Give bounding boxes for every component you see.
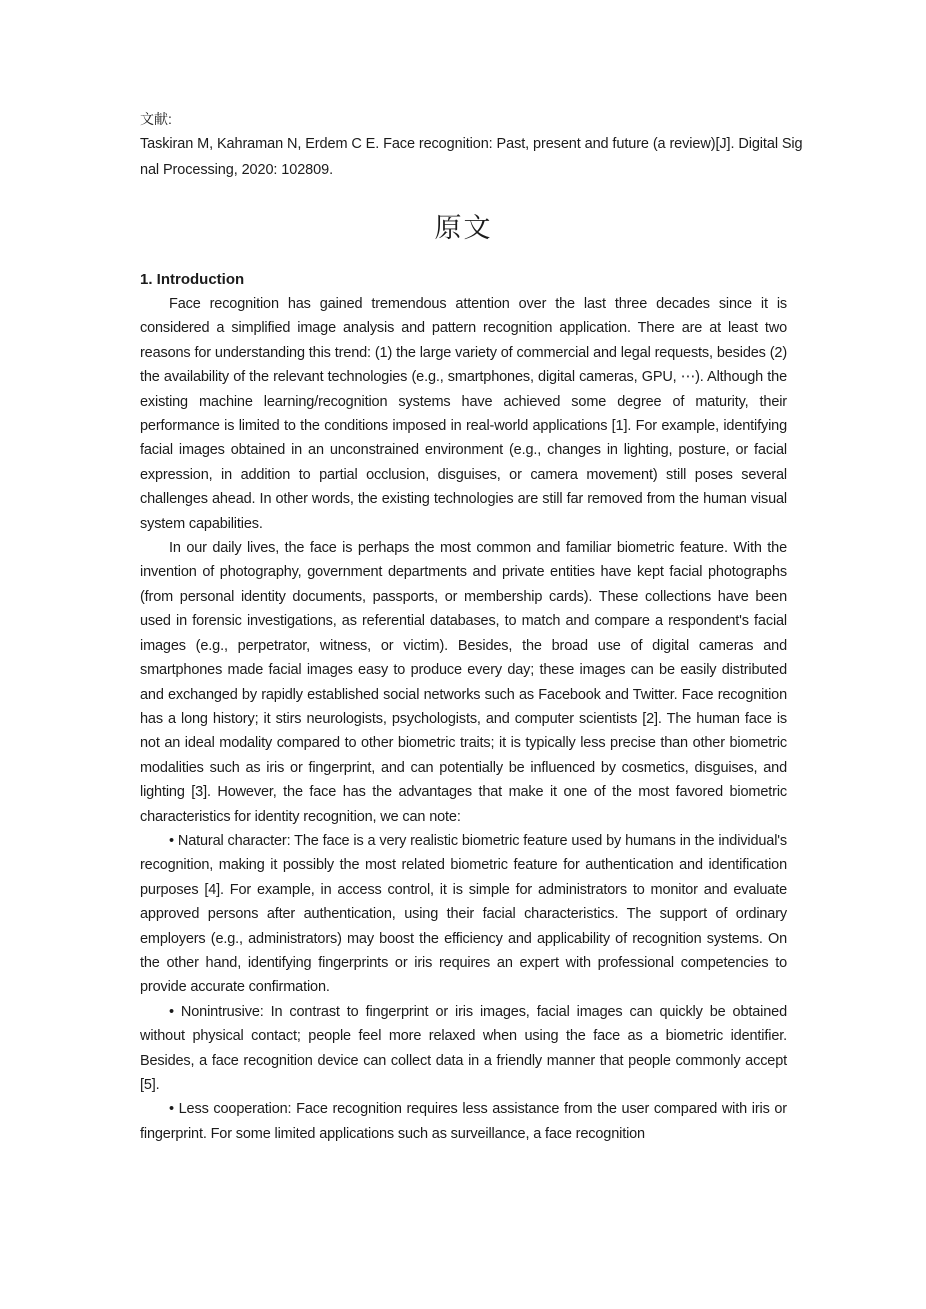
citation-line: nal Processing, 2020: 102809. xyxy=(140,161,333,178)
section-heading: 1. Introduction xyxy=(140,271,245,288)
citation xyxy=(140,132,803,183)
paragraph: In our daily lives, the face is perhaps the most common and familiar biometric feature. With the invention of photography, government departments and private entities have kept facial photographs (from personal identity documents, passports, or membership cards). These collections have been used in forensic investigations, as referential databases, to match and compare a respondent's facial images (e.g., perpetrator, witness, or victim). Besides, the broad use of digital cameras and smartphones made facial images easy to produce every day; these images can be easily distributed and exchanged by rapidly established social networks such as Facebook and Twitter. Face recognition has a long history; it stirs neurologists, psychologists, and computer scientists [2]. The human face is not an ideal modality compared to other biometric traits; it is typically less precise than other biometric modalities such as iris or fingerprint, and can potentially be influenced by cosmetics, disguises, and lighting [3]. However, the face has the advantages that make it one of the most favored biometric characteristics for identity recognition, we can note: xyxy=(140,540,787,825)
document-title: 原文 xyxy=(434,213,493,243)
citation-line: Taskiran M, Kahraman N, Erdem C E. Face recognition: Past, present and future (a review)[J]. Digital Sig xyxy=(140,136,803,152)
bullet-paragraph: • Less cooperation: Face recognition requires less assistance from the user compared with iris or fingerprint. For some limited applications such as surveillance, a face recognition xyxy=(140,1101,787,1142)
bullet-paragraph: • Natural character: The face is a very realistic biometric feature used by humans in the individual's recognition, making it possibly the most related biometric feature for authentication and identification purposes [4]. For example, in access control, it is simple for administrators to monitor and evaluate approved persons after authentication, using their facial characteristics. The support of ordinary employers (e.g., administrators) may boost the efficiency and applicability of recognition systems. On the other hand, identifying fingerprints or iris requires an expert with professional competencies to provide accurate confirmation. xyxy=(140,832,787,996)
paragraph: Face recognition has gained tremendous attention over the last three decades since it is considered a simplified image analysis and pattern recognition application. There are at least two reasons for understanding this trend: (1) the large variety of commercial and legal requests, besides (2) the availability of the relevant technologies (e.g., smartphones, digital cameras, GPU, ⋯). Although the existing machine learning/recognition systems have achieved some degree of maturity, their performance is limited to the conditions imposed in real-world applications [1]. For example, identifying facial images obtained in an unconstrained environment (e.g., changes in lighting, posture, or facial expression, in addition to partial occlusion, disguises, or camera movement) still poses several challenges ahead. In other words, the existing technologies are still far removed from the human visual system capabilities. xyxy=(140,296,787,532)
bullet-paragraph: • Nonintrusive: In contrast to fingerprint or iris images, facial images can quickly be obtained without physical contact; people feel more relaxed when using the face as a biometric identifier. Besides, a face recognition device can collect data in a friendly manner that people commonly accept [5]. xyxy=(140,1003,787,1093)
reference-label: 文献: xyxy=(140,111,172,127)
